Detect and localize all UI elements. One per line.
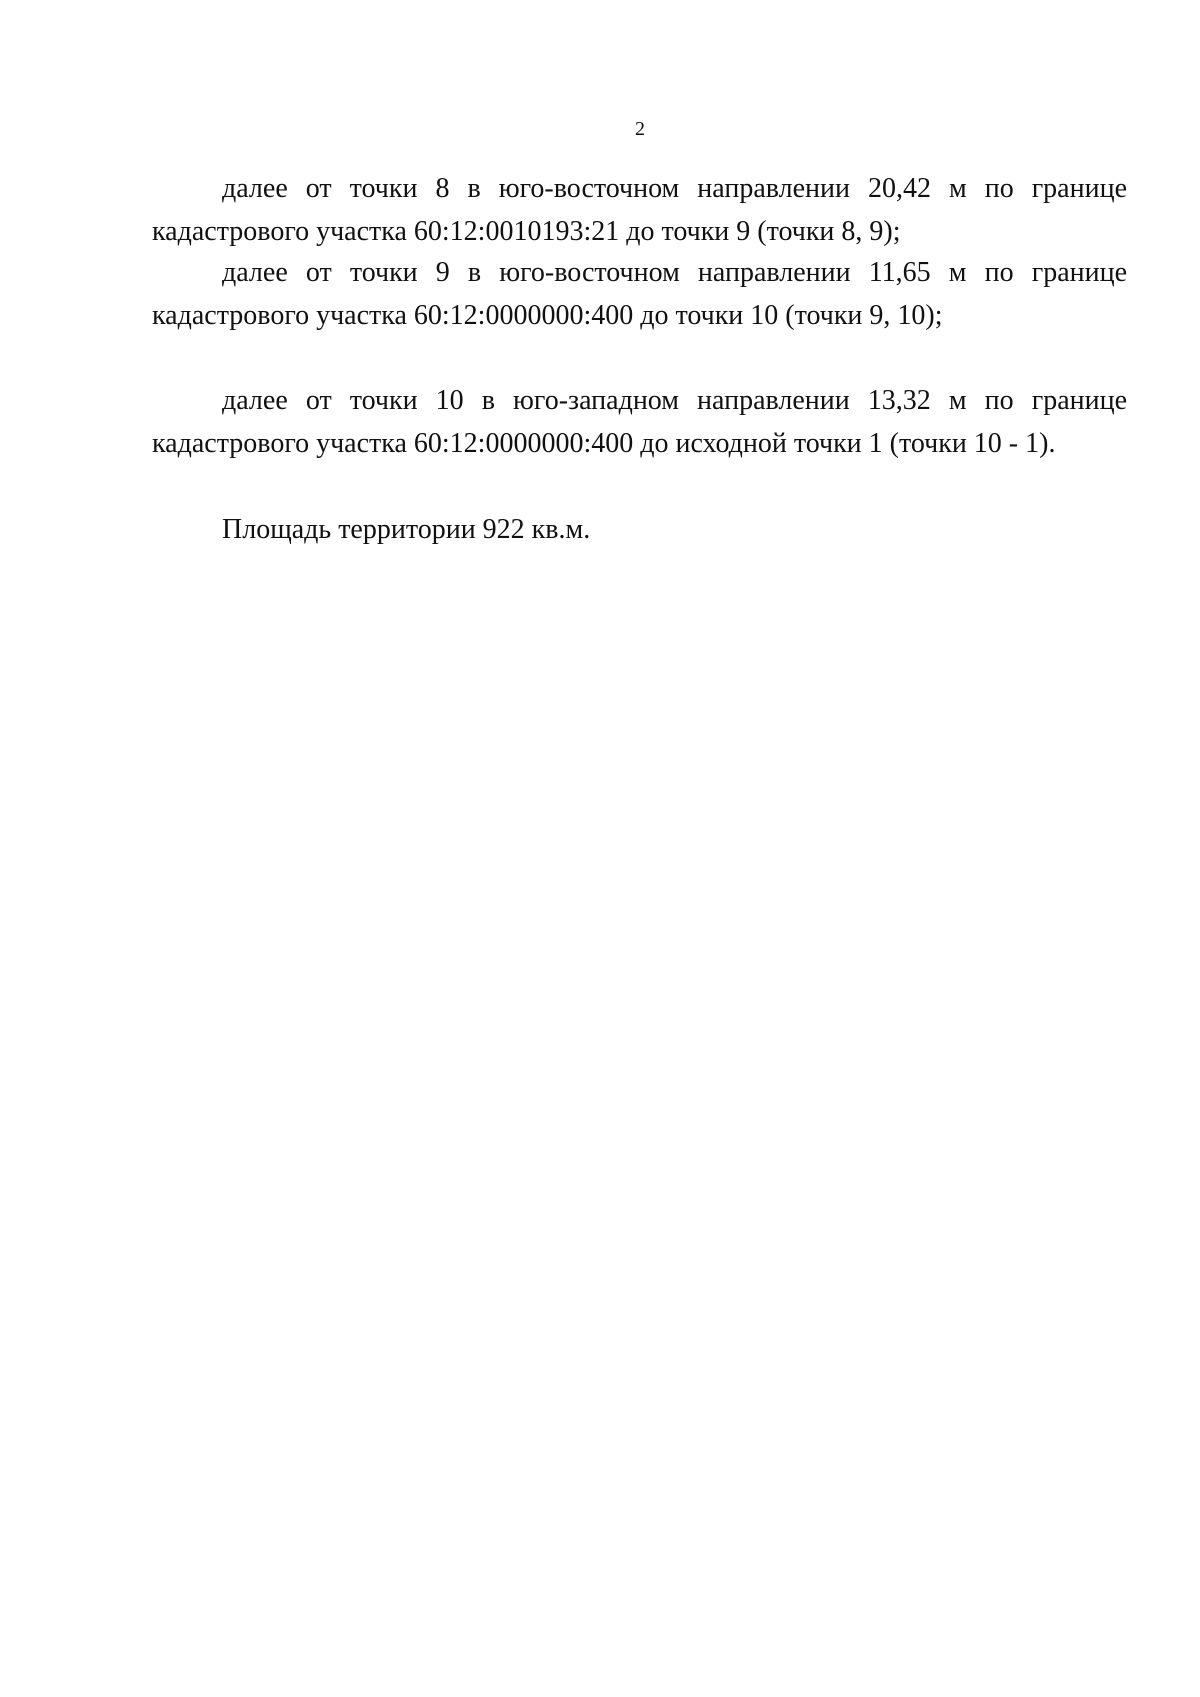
area-paragraph: Площадь территории 922 кв.м.: [222, 514, 591, 545]
page-number: 2: [635, 118, 645, 140]
boundary-paragraph-2: далее от точки 9 в юго-восточном направлении 11,65 м по границе кадастрового участка 60:12:0000000:400 до точки 10 (точки 9, 10);: [152, 257, 1127, 331]
boundary-paragraph-3: далее от точки 10 в юго-западном направлении 13,32 м по границе кадастрового участка 60:12:0000000:400 до исходной точки 1 (точки 10 - 1).: [152, 385, 1127, 459]
boundary-paragraph-1: далее от точки 8 в юго-восточном направлении 20,42 м по границе кадастрового участка 60:12:0010193:21 до точки 9 (точки 8, 9);: [152, 173, 1127, 247]
